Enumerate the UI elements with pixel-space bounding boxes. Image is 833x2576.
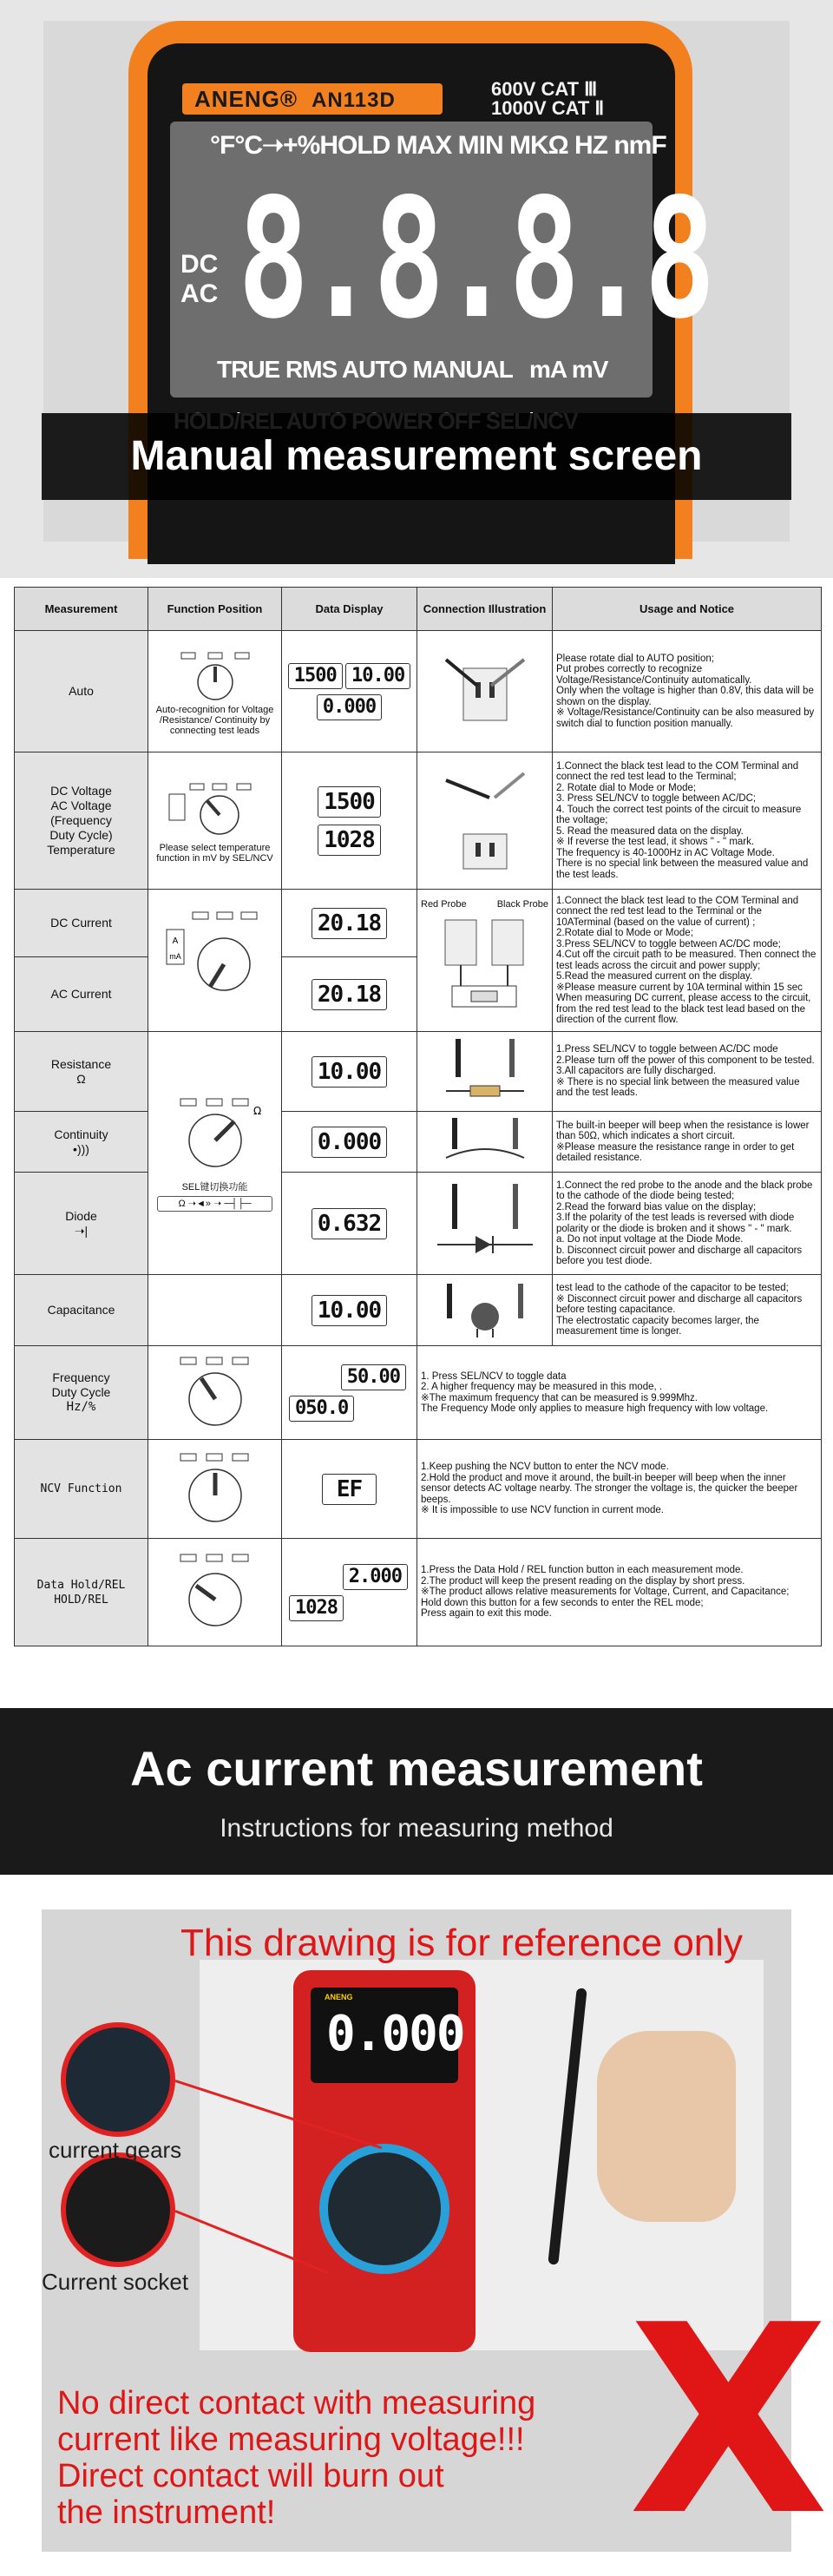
- lcd-display-value: 0.632: [312, 1208, 387, 1239]
- notice-line: 2.The product will keep the present reading on the display by short press.: [421, 1575, 745, 1587]
- rotary-dial-icon: [172, 1450, 259, 1528]
- row-frequency-name: [15, 1346, 148, 1440]
- diode-icon: ➝|: [74, 1223, 89, 1238]
- notice-line: 5. Read the measured data on the display.: [556, 825, 744, 837]
- row-frequency-display: [282, 1346, 417, 1440]
- row-ncv-display: [282, 1440, 417, 1539]
- row-dc-current-name: DC Current: [15, 890, 148, 957]
- lcd-top-indicators: °F°C➝+%HOLD MAX MIN MKΩ HZ nmF: [210, 131, 666, 160]
- notice-line: Put probes correctly to recognize Voltage/Resistance/Continuity automatically.: [556, 664, 752, 686]
- row-ac-current-display: [282, 957, 417, 1032]
- current-circuit-icon: [428, 915, 541, 1022]
- notice-line: 3.All capacitors are fully discharged.: [556, 1066, 717, 1077]
- row-dc-current-display: [282, 890, 417, 957]
- table-row: [15, 890, 822, 957]
- lcd-display-value: 10.00: [312, 1295, 387, 1326]
- row-ncv-name: NCV Function: [15, 1440, 148, 1539]
- warning-line-3: Direct contact will burn out: [57, 2458, 444, 2494]
- notice-line: The electrostatic capacity becomes larger, the measurement time is longer.: [556, 1315, 759, 1337]
- row-capacitance-function: [148, 1275, 282, 1346]
- row-resistance-notice: [553, 1032, 822, 1112]
- measurement-label: Duty Cycle): [49, 828, 113, 842]
- measurement-label: AC Voltage: [50, 798, 112, 812]
- measurement-label: Resistance: [50, 1056, 112, 1071]
- row-current-function: [148, 890, 282, 1032]
- lcd-display-value: 10.00: [312, 1056, 387, 1088]
- table-row: [15, 752, 822, 890]
- notice-line: 3. Press SEL/NCV to toggle between AC/DC;: [556, 793, 757, 805]
- lcd-display-value: 20.18: [312, 979, 387, 1010]
- ac-current-header: [0, 1708, 833, 1875]
- row-capacitance-display: [282, 1275, 417, 1346]
- lcd-bottom-indicators: [217, 356, 608, 384]
- lcd-display-value: 1500: [288, 663, 343, 689]
- row-resistance-connection: [417, 1032, 553, 1112]
- measurement-label: HOLD/REL: [54, 1593, 108, 1607]
- measurement-label: Temperature: [47, 843, 115, 857]
- lcd-display-value: 2.000: [343, 1564, 408, 1590]
- probe-connection-icon: [429, 763, 541, 876]
- ac-section-title: Ac current measurement: [130, 1741, 703, 1796]
- notice-line: ※The maximum frequency that can be measured is 9.999Mhz.: [421, 1392, 699, 1403]
- row-frequency-function: [148, 1346, 282, 1440]
- measurement-label: Data Hold/REL: [36, 1578, 126, 1592]
- notice-line: 4.Cut off the circuit path to be measured. Then connect the test leads across the circuit and power supply;: [556, 950, 817, 971]
- notice-line: 1. Press SEL/NCV to toggle data: [421, 1370, 567, 1382]
- notice-line: The built-in beeper will beep when the resistance is lower than 50Ω, which indicates a short circuit.: [556, 1120, 810, 1141]
- header-usage: Usage and Notice: [553, 588, 822, 631]
- row-current-connection: [417, 890, 553, 1032]
- measurement-label: Frequency: [52, 1370, 110, 1384]
- measurement-label: Continuity: [54, 1127, 108, 1141]
- ac-current-illustration: [42, 1909, 830, 2573]
- notice-line: ※ Disconnect circuit power and discharge all capacitors before testing capacitance.: [556, 1293, 803, 1316]
- measurement-label: Duty Cycle: [51, 1385, 111, 1399]
- table-row: [15, 1539, 822, 1646]
- notice-line: The frequency is 40-1000Hz in AC Voltage Mode.: [556, 847, 775, 858]
- measurement-label: (Frequency: [50, 813, 112, 827]
- voltage-function-note: Please select temperature function in mV by SEL/NCV: [156, 842, 273, 864]
- row-ncv-function: [148, 1440, 282, 1539]
- row-diode-display: [282, 1173, 417, 1275]
- measurement-label: Ω: [76, 1071, 86, 1086]
- row-ac-current-name: AC Current: [15, 957, 148, 1032]
- row-continuity-notice: [553, 1112, 822, 1173]
- row-capacitance-connection: [417, 1275, 553, 1346]
- reference-only-note: This drawing is for reference only: [180, 1922, 744, 1964]
- notice-line: Please rotate dial to AUTO position;: [556, 653, 714, 664]
- lcd-bottom-right: mA mV: [529, 356, 608, 383]
- notice-line: ※Please measure the resistance range in order to get detailed resistance.: [556, 1141, 795, 1163]
- lcd-display-value: 1500: [318, 786, 381, 818]
- auto-function-note: Auto-recognition for Voltage /Resistance/ Continuity by connecting test leads: [155, 704, 274, 736]
- lcd-display-value: 20.18: [312, 908, 387, 939]
- row-capacitance-name: Capacitance: [15, 1275, 148, 1346]
- rating-line-1: 600V CAT Ⅲ: [491, 78, 598, 100]
- notice-line: 1.Connect the black test lead to the COM Terminal and connect the red test lead to the Terminal or the 10ATerminal (based on the value of current) ;: [556, 895, 799, 928]
- header-data-display: Data Display: [282, 588, 417, 631]
- notice-line: ※ Voltage/Resistance/Continuity can be also measured by switch dial to function position manually.: [556, 707, 815, 729]
- notice-line: ※Please measure current by 10A terminal within 15 sec: [556, 982, 803, 993]
- multimeter-image: [293, 1970, 476, 2352]
- notice-line: ※ There is no special link between the measured value and the test leads.: [556, 1076, 800, 1099]
- capacitor-probe-icon: [429, 1278, 541, 1339]
- lcd-display-value: EF: [322, 1474, 377, 1505]
- row-resistance-name: [15, 1032, 148, 1112]
- row-auto-name: Auto: [15, 631, 148, 752]
- table-row: [15, 1173, 822, 1275]
- buzzer-icon: •))): [73, 1141, 89, 1156]
- warning-line-1: No direct contact with measuring: [57, 2385, 536, 2422]
- meter-digits: 0.000: [326, 2006, 464, 2062]
- rotary-dial-icon: [176, 651, 254, 701]
- red-probe-label: Red Probe: [421, 898, 467, 910]
- table-row: [15, 1112, 822, 1173]
- notice-line: 1.Connect the red probe to the anode and the black probe to the cathode of the diode being tested;: [556, 1180, 813, 1201]
- notice-line: When measuring DC current, please access to the circuit, from the red test lead to the black test lead based on the direction of the current flow.: [556, 993, 811, 1025]
- lcd-digits: 8.8.8.8: [238, 163, 712, 355]
- notice-line: 2.Please turn off the power of this component to be tested.: [556, 1055, 815, 1066]
- row-continuity-name: [15, 1112, 148, 1173]
- lcd-display-value: 0.000: [312, 1127, 387, 1158]
- notice-line: ※ It is impossible to use NCV function in current mode.: [421, 1505, 665, 1516]
- rotary-dial-icon: [163, 909, 267, 1013]
- current-socket-zoom: [61, 2152, 175, 2267]
- measurement-label: Hz/%: [66, 1400, 96, 1414]
- table-row: [15, 1032, 822, 1112]
- table-header-row: [15, 588, 822, 631]
- row-voltage-display: [282, 752, 417, 890]
- row-hold-notice: [417, 1539, 822, 1646]
- row-auto-notice: [553, 631, 822, 752]
- prohibited-x-mark: X: [628, 2270, 830, 2573]
- notice-line: Only when the voltage is higher than 0.8V, this data will be shown on the display.: [556, 686, 814, 707]
- rating-line-2: 1000V CAT Ⅱ: [491, 97, 605, 119]
- lcd-screen: [170, 122, 712, 398]
- notice-line: 3.Press SEL/NCV to toggle between AC/DC mode;: [556, 938, 781, 950]
- row-auto-function: [148, 631, 282, 752]
- row-hold-function: [148, 1539, 282, 1646]
- header-connection: Connection Illustration: [417, 588, 553, 631]
- notice-line: ※The product allows relative measurements for Voltage, Current, and Capacitance;: [421, 1587, 790, 1598]
- lcd-display-value: 1028: [289, 1595, 344, 1621]
- measurement-label: Diode: [65, 1208, 97, 1223]
- notice-line: b. Disconnect circuit power and discharge all capacitors before you test diode.: [556, 1245, 803, 1266]
- row-auto-connection: [417, 631, 553, 752]
- notice-line: 2. A higher frequency may be measured in this mode, .: [421, 1382, 663, 1392]
- notice-line: There is no special link between the measured value and the test leads.: [556, 858, 809, 880]
- table-row: [15, 1346, 822, 1440]
- row-diode-notice: [553, 1173, 822, 1275]
- row-hold-name: [15, 1539, 148, 1646]
- svg-text:A: A: [172, 936, 178, 946]
- resistor-probe-icon: [429, 1034, 541, 1107]
- meter-rotary-dial: [319, 2144, 449, 2274]
- meter-brand: ANENG: [325, 1993, 353, 2001]
- rotary-dial-icon: [172, 1551, 259, 1634]
- notice-line: 2.Read the forward bias value on the display;: [556, 1201, 757, 1212]
- header-function-position: Function Position: [148, 588, 282, 631]
- notice-line: 2.Hold the product and move it around, the built-in beeper will beep when the inner sensor detects AC voltage nearby. The stronger the voltage is, the quicker the beeper beeps.: [421, 1472, 798, 1505]
- row-capacitance-notice: [553, 1275, 822, 1346]
- row-frequency-notice: [417, 1346, 822, 1440]
- notice-line: Press again to exit this mode.: [421, 1608, 552, 1620]
- hand-holding-probe: [597, 2031, 736, 2222]
- current-gears-zoom: [61, 2022, 175, 2137]
- cat-rating: [491, 80, 604, 118]
- warning-line-2: current like measuring voltage!!!: [57, 2422, 525, 2458]
- row-resistance-display: [282, 1032, 417, 1112]
- row-auto-display: [282, 631, 417, 752]
- model-number: AN113D: [312, 89, 396, 112]
- sel-function-symbols: Ω ➝◄» ➝ ─┤├─: [157, 1196, 272, 1212]
- table-row: [15, 1275, 822, 1346]
- socket-illustration-icon: [437, 651, 533, 729]
- notice-line: 1.Connect the black test lead to the COM Terminal and connect the red test lead to the Terminal;: [556, 760, 799, 783]
- rotary-dial-icon: [163, 1095, 267, 1179]
- lcd-bottom-left: TRUE RMS AUTO MANUAL: [217, 356, 513, 383]
- lcd-display-value: 1028: [318, 825, 381, 856]
- row-voltage-notice: [553, 752, 822, 890]
- black-probe-label: Black Probe: [496, 898, 548, 910]
- notice-line: 1.Keep pushing the NCV button to enter the NCV mode.: [421, 1462, 669, 1473]
- lcd-ac-indicator: AC: [180, 279, 219, 308]
- row-ncv-notice: [417, 1440, 822, 1539]
- notice-line: 5.Read the measured current on the display.: [556, 971, 753, 982]
- sel-switch-label: SEL键切换功能: [181, 1181, 248, 1193]
- brand-name: ANENG: [194, 86, 280, 112]
- row-voltage-function: [148, 752, 282, 890]
- notice-line: 2.Rotate dial to Mode or Mode;: [556, 928, 693, 938]
- row-continuity-display: [282, 1112, 417, 1173]
- row-voltage-name: [15, 752, 148, 890]
- lcd-display-value: 10.00: [345, 663, 410, 689]
- svg-text:Ω: Ω: [253, 1104, 261, 1117]
- short-circuit-icon: [429, 1114, 541, 1166]
- measurement-label: DC Voltage: [50, 784, 112, 798]
- registered-mark: ®: [279, 86, 298, 112]
- brand-plate: [182, 83, 443, 115]
- notice-line: ※ If reverse the test lead, it shows " - " mark.: [556, 837, 755, 848]
- row-diode-connection: [417, 1173, 553, 1275]
- banner-caption: Manual measurement screen: [42, 413, 791, 500]
- notice-line: The Frequency Mode only applies to measure high frequency with low voltage.: [421, 1403, 769, 1414]
- row-resistance-function: [148, 1032, 282, 1275]
- row-current-notice: [553, 890, 822, 1032]
- notice-line: test lead to the cathode of the capacitor to be tested;: [556, 1283, 789, 1294]
- ac-section-subtitle: Instructions for measuring method: [220, 1814, 613, 1843]
- notice-line: 1.Press the Data Hold / REL function button in each measurement mode.: [421, 1565, 744, 1576]
- table-row: [15, 1440, 822, 1539]
- table-row: [15, 631, 822, 752]
- meter-screen: [311, 1988, 464, 2083]
- rotary-dial-icon: [172, 1354, 259, 1432]
- header-measurement: Measurement: [15, 588, 148, 631]
- row-voltage-connection: [417, 752, 553, 890]
- lcd-dc-indicator: DC: [180, 250, 219, 279]
- notice-line: a. Do not input voltage at the Diode Mode.: [556, 1234, 744, 1245]
- notice-line: 3.If the polarity of the test leads is reversed with diode polarity or the diode is broken and it shows " - " mark.: [556, 1212, 795, 1234]
- notice-line: 2. Rotate dial to Mode or Mode;: [556, 782, 697, 793]
- lcd-display-value: 50.00: [341, 1364, 406, 1390]
- row-hold-display: [282, 1539, 417, 1646]
- diode-probe-icon: [429, 1179, 541, 1265]
- current-socket-label: Current socket: [42, 2269, 189, 2295]
- measurement-table: [14, 587, 822, 1646]
- notice-line: 4. Touch the correct test points of the circuit to measure the voltage;: [556, 804, 802, 826]
- row-diode-name: [15, 1173, 148, 1275]
- lcd-display-value: 0.000: [317, 694, 382, 720]
- notice-line: Hold down this button for a few seconds to enter the REL mode;: [421, 1597, 704, 1608]
- row-continuity-connection: [417, 1112, 553, 1173]
- lcd-display-value: 050.0: [289, 1396, 354, 1422]
- rotary-dial-icon: [167, 782, 263, 839]
- current-gears-label: current gears: [49, 2137, 182, 2163]
- notice-line: 1.Press SEL/NCV to toggle between AC/DC mode: [556, 1044, 778, 1055]
- warning-line-4: the instrument!: [57, 2494, 276, 2531]
- svg-text:mA: mA: [168, 951, 181, 961]
- function-table: [14, 587, 821, 1646]
- manual-screen-banner: [0, 0, 833, 578]
